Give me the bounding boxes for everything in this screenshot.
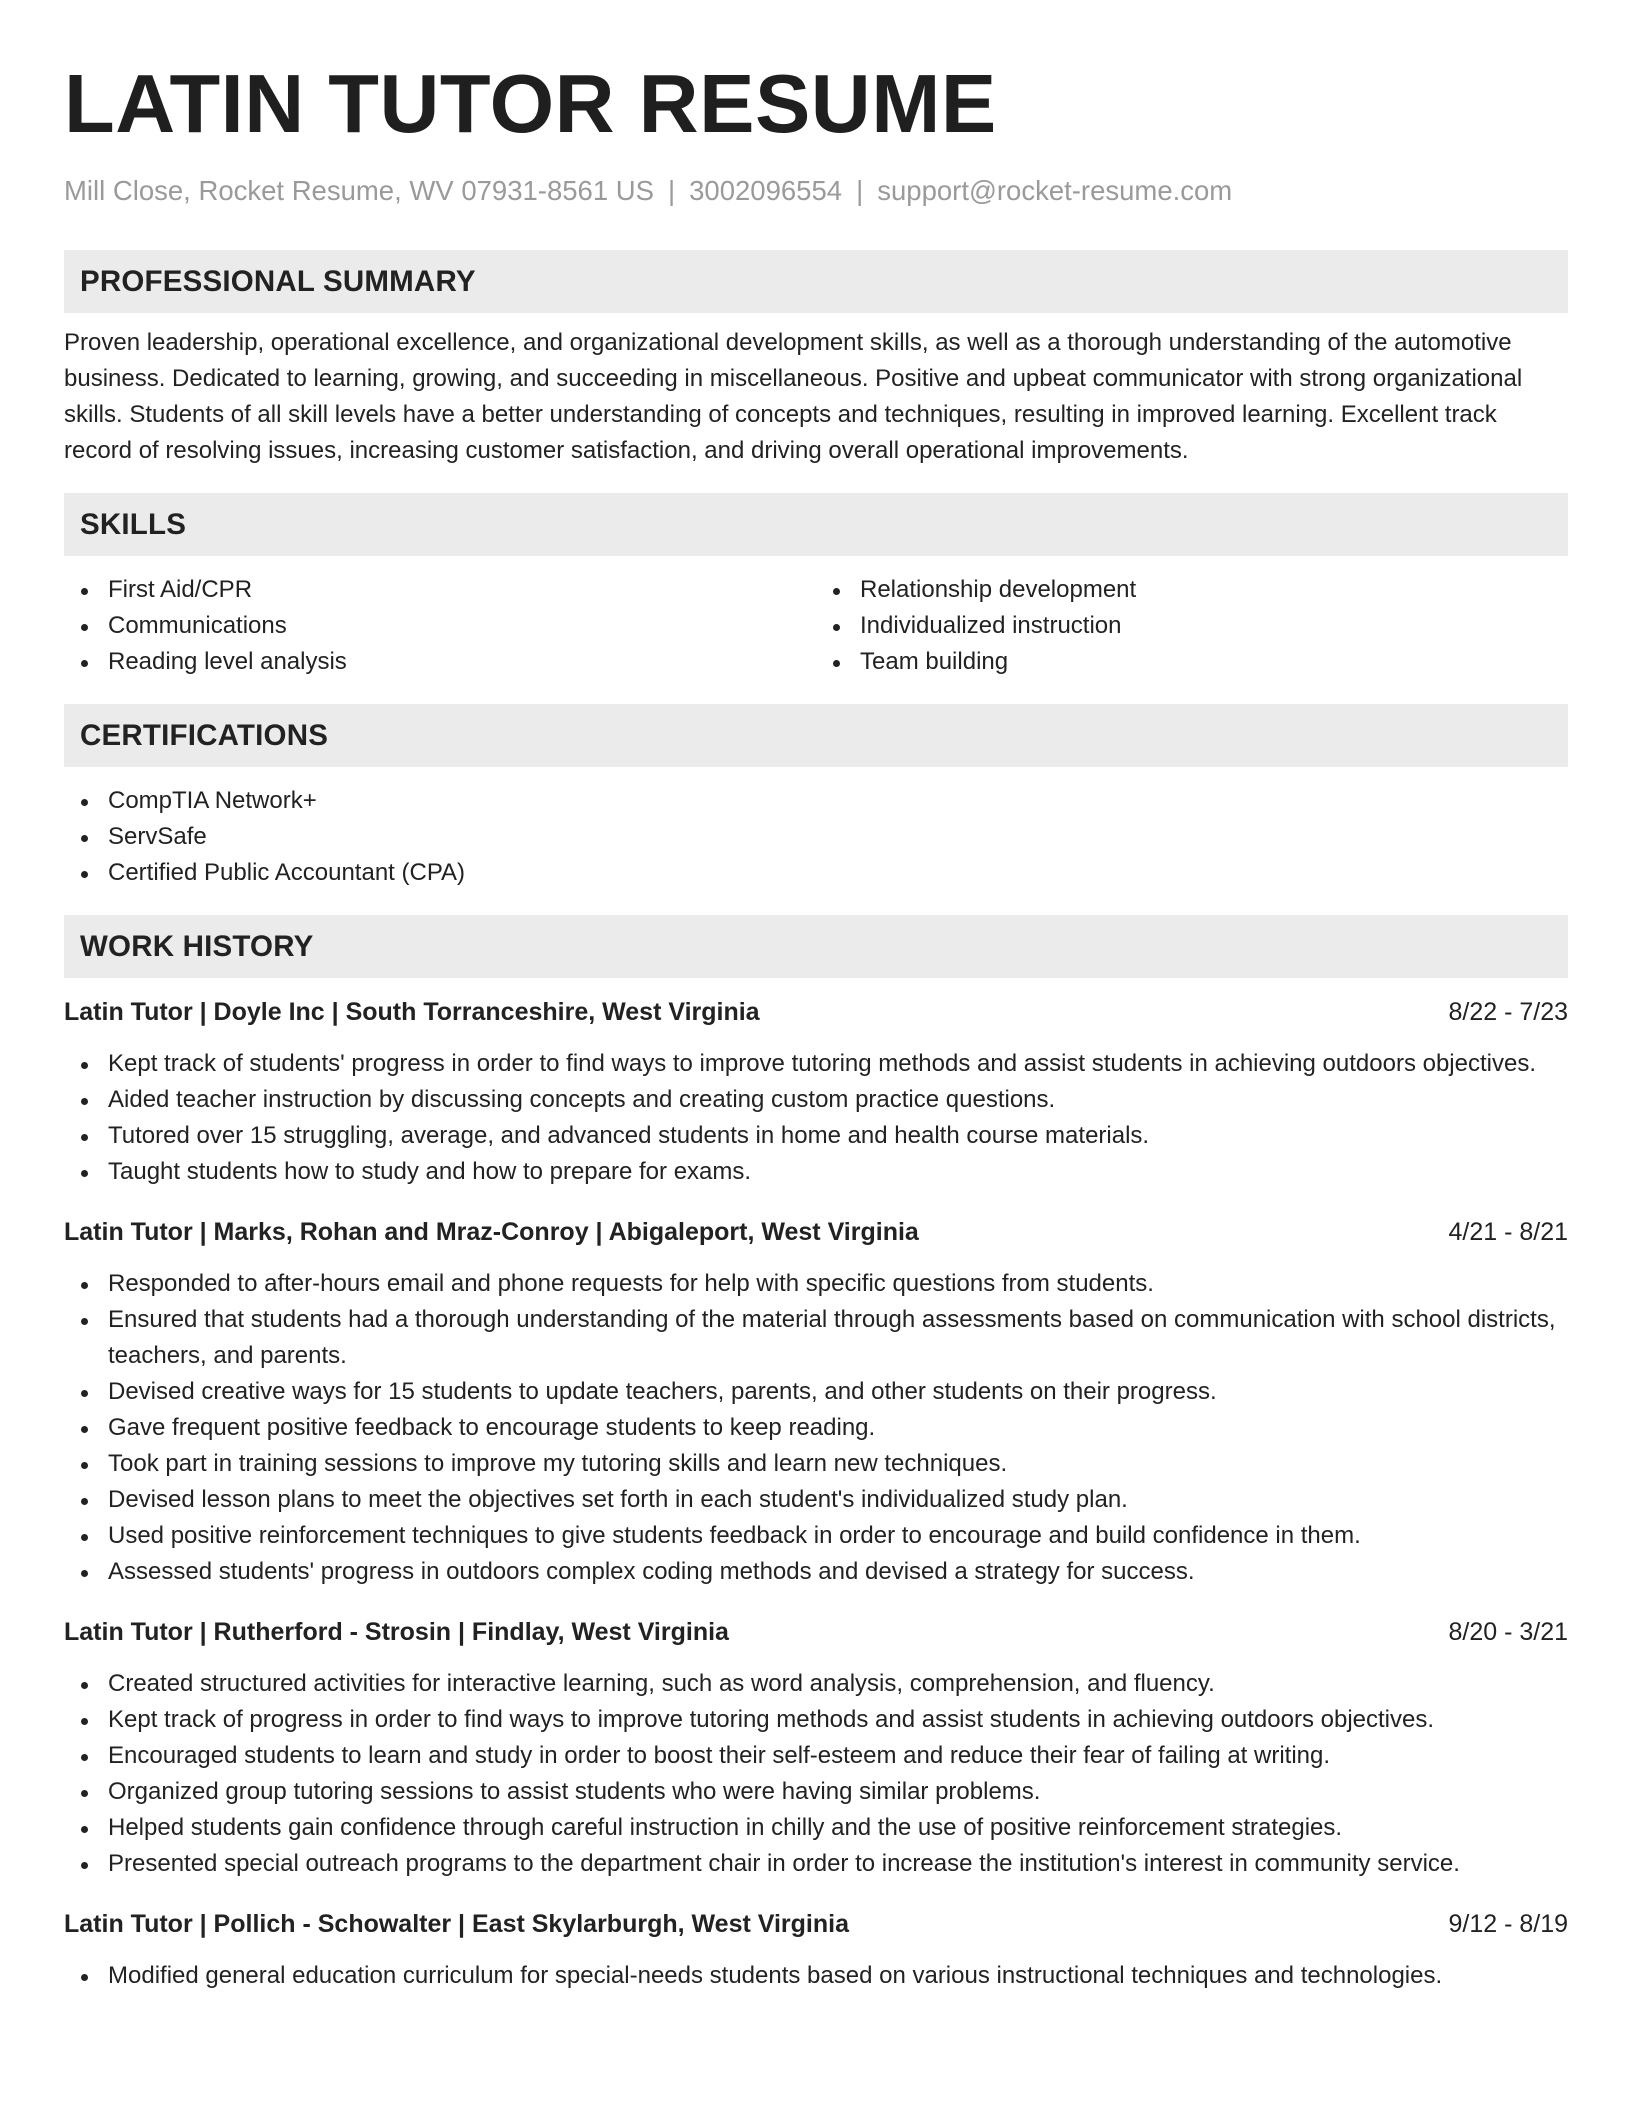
job-header xyxy=(64,994,1568,1030)
contact-phone: 3002096554 xyxy=(689,175,843,206)
job-entry xyxy=(64,1614,1568,1882)
job-bullets xyxy=(64,1046,1568,1190)
job-header xyxy=(64,1906,1568,1942)
contact-line xyxy=(64,174,1568,208)
job-bullet: Presented special outreach programs to the department chair in order to increase the institution's interest in community service. xyxy=(64,1846,1568,1882)
resume-title: LATIN TUTOR RESUME xyxy=(64,57,997,150)
skills-column-left xyxy=(64,572,816,680)
contact-email[interactable]: support@rocket-resume.com xyxy=(877,175,1233,206)
job-bullet: Took part in training sessions to improve my tutoring skills and learn new techniques. xyxy=(64,1446,1568,1482)
job-dates: 4/21 - 8/21 xyxy=(1448,1218,1568,1246)
skills-column-right xyxy=(816,572,1568,680)
job-dates: 8/20 - 3/21 xyxy=(1448,1618,1568,1646)
contact-separator: | xyxy=(856,175,864,206)
job-header xyxy=(64,1614,1568,1650)
job-bullet: Organized group tutoring sessions to assist students who were having similar problems. xyxy=(64,1774,1568,1810)
skills-list xyxy=(64,572,1568,680)
section-header-summary: PROFESSIONAL SUMMARY xyxy=(64,250,1568,313)
skill-item: Team building xyxy=(816,644,1568,680)
job-bullet: Modified general education curriculum for special-needs students based on various instructional techniques and technologies. xyxy=(64,1958,1568,1994)
section-header-certifications: CERTIFICATIONS xyxy=(64,704,1568,767)
job-bullet: Devised lesson plans to meet the objectives set forth in each student's individualized study plan. xyxy=(64,1482,1568,1518)
skill-item: First Aid/CPR xyxy=(64,572,816,608)
certification-item: ServSafe xyxy=(64,819,1568,855)
summary-text: Proven leadership, operational excellence, and organizational development skills, as well as a thorough understanding of the automotive business. Dedicated to learning, growing, and succeeding in miscellaneous. Positive and upbeat communicator with strong organizational skills. Students of all skill levels have a better understanding of concepts and techniques, resulting in improved learning. Excellent track record of resolving issues, increasing customer satisfaction, and driving overall operational improvements. xyxy=(64,329,1523,464)
job-title: Latin Tutor | Marks, Rohan and Mraz-Conroy | Abigaleport, West Virginia xyxy=(64,1218,919,1246)
job-bullet: Used positive reinforcement techniques to give students feedback in order to encourage and build confidence in them. xyxy=(64,1518,1568,1554)
job-bullets xyxy=(64,1958,1568,1994)
job-dates: 8/22 - 7/23 xyxy=(1448,998,1568,1026)
certification-item: Certified Public Accountant (CPA) xyxy=(64,855,1568,891)
job-entry xyxy=(64,994,1568,1190)
job-bullet: Encouraged students to learn and study in order to boost their self-esteem and reduce their fear of failing at writing. xyxy=(64,1738,1568,1774)
job-bullets xyxy=(64,1266,1568,1590)
job-dates: 9/12 - 8/19 xyxy=(1448,1910,1568,1938)
job-title: Latin Tutor | Doyle Inc | South Torranceshire, West Virginia xyxy=(64,998,760,1026)
job-title: Latin Tutor | Rutherford - Strosin | Findlay, West Virginia xyxy=(64,1618,729,1646)
job-bullet: Assessed students' progress in outdoors complex coding methods and devised a strategy for success. xyxy=(64,1554,1568,1590)
certification-item: CompTIA Network+ xyxy=(64,783,1568,819)
job-bullets xyxy=(64,1666,1568,1882)
skill-item: Relationship development xyxy=(816,572,1568,608)
job-entry xyxy=(64,1214,1568,1590)
contact-separator: | xyxy=(667,175,676,206)
job-header xyxy=(64,1214,1568,1250)
job-bullet: Responded to after-hours email and phone requests for help with specific questions from students. xyxy=(64,1266,1568,1302)
job-bullet: Kept track of progress in order to find ways to improve tutoring methods and assist students in achieving outdoors objectives. xyxy=(64,1702,1568,1738)
job-title: Latin Tutor | Pollich - Schowalter | East Skylarburgh, West Virginia xyxy=(64,1910,849,1938)
job-bullet: Ensured that students had a thorough understanding of the material through assessments based on communication with school districts, teachers, and parents. xyxy=(64,1302,1568,1374)
certifications-list xyxy=(64,783,1568,891)
section-header-work-history: WORK HISTORY xyxy=(64,915,1568,978)
section-header-skills: SKILLS xyxy=(64,493,1568,556)
job-bullet: Kept track of students' progress in order to find ways to improve tutoring methods and assist students in achieving outdoors objectives. xyxy=(64,1046,1568,1082)
job-bullet: Tutored over 15 struggling, average, and advanced students in home and health course materials. xyxy=(64,1118,1568,1154)
skill-item: Reading level analysis xyxy=(64,644,816,680)
skill-item: Communications xyxy=(64,608,816,644)
skill-item: Individualized instruction xyxy=(816,608,1568,644)
contact-address: Mill Close, Rocket Resume, WV 07931-8561 US xyxy=(64,175,654,206)
job-entry xyxy=(64,1906,1568,1994)
job-bullet: Created structured activities for interactive learning, such as word analysis, comprehension, and fluency. xyxy=(64,1666,1568,1702)
job-bullet: Helped students gain confidence through careful instruction in chilly and the use of positive reinforcement strategies. xyxy=(64,1810,1568,1846)
job-bullet: Aided teacher instruction by discussing concepts and creating custom practice questions. xyxy=(64,1082,1568,1118)
job-bullet: Gave frequent positive feedback to encourage students to keep reading. xyxy=(64,1410,1568,1446)
job-bullet: Taught students how to study and how to prepare for exams. xyxy=(64,1154,1568,1190)
job-bullet: Devised creative ways for 15 students to update teachers, parents, and other students on their progress. xyxy=(64,1374,1568,1410)
